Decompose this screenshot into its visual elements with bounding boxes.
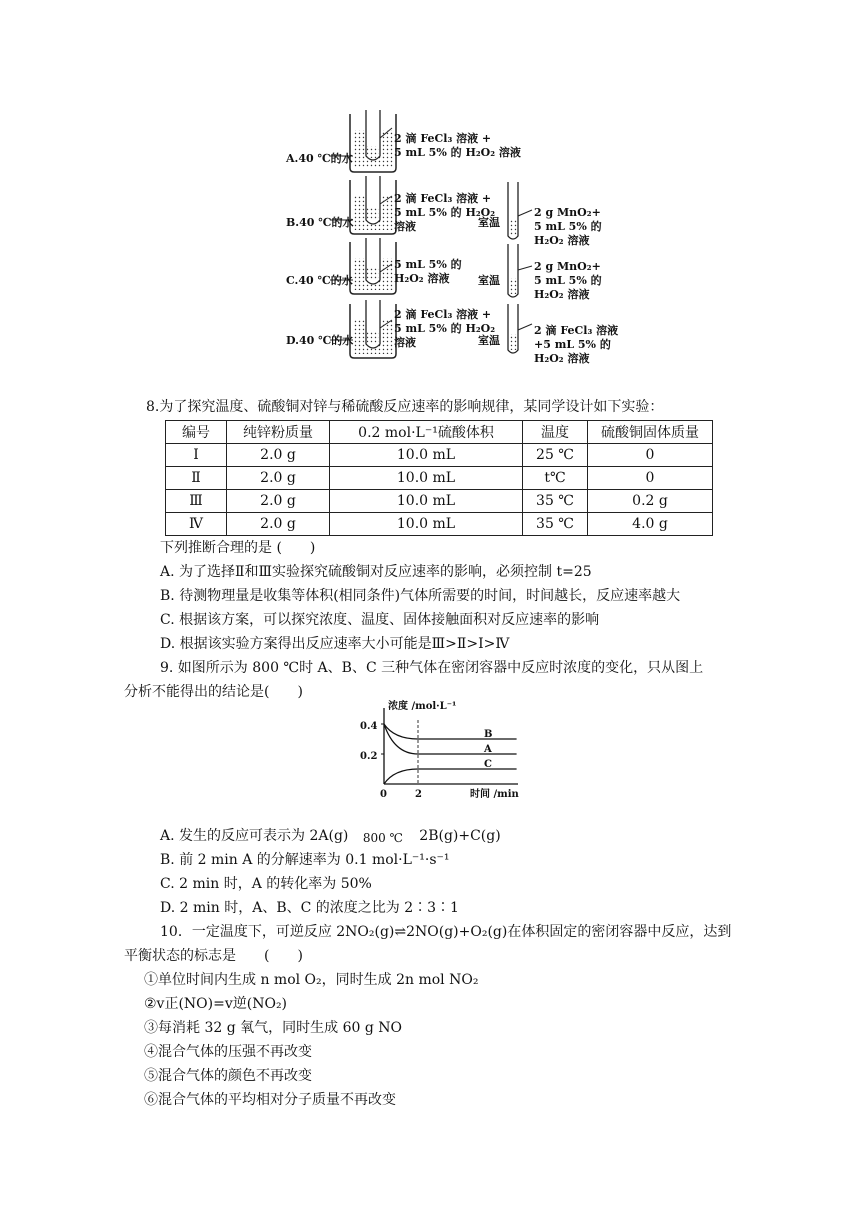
table-cell: 0.2 g	[588, 490, 713, 513]
q9-option-a-reactant: A. 发生的反应可表示为 2A(g)	[160, 828, 349, 844]
fig7-c-right-text-2: 5 mL 5% 的	[534, 274, 602, 287]
table-cell: Ⅱ	[166, 467, 227, 490]
q10-item-3: ③每消耗 32 g 氧气，同时生成 60 g NO	[144, 1020, 402, 1036]
chart-xlabel: 时间 /min	[470, 789, 519, 800]
table-row	[166, 467, 713, 490]
chart-series-label-b: B	[484, 729, 493, 740]
q8-option-a: A. 为了选择Ⅱ和Ⅲ实验探究硫酸铜对反应速率的影响，必须控制 t=25	[160, 564, 592, 580]
table-cell: 4.0 g	[588, 513, 713, 536]
q9-option-a-products: 2B(g)+C(g)	[419, 828, 501, 844]
q10-stem-line-1: 10．一定温度下，可逆反应 2NO₂(g)⇌2NO(g)+O₂(g)在体积固定的密闭容器中反应，达到	[160, 924, 732, 940]
fig7-c-right-temp: 室温	[478, 274, 500, 287]
table-cell: 35 ℃	[523, 490, 588, 513]
chart-series-label-c: C	[484, 759, 492, 770]
q10-item-2: ②v正(NO)=v逆(NO₂)	[144, 996, 288, 1012]
fig7-d-left-text-3: 溶液	[394, 336, 416, 349]
chart-y-tick: 0.2	[360, 751, 378, 762]
fig7-c-right-text-1: 2 g MnO₂+	[534, 260, 601, 273]
table-cell: 2.0 g	[227, 513, 330, 536]
fig7-d-right-text-2: +5 mL 5% 的	[534, 338, 611, 351]
fig7-c-left-text-1: 5 mL 5% 的	[394, 258, 462, 271]
table-cell: 10.0 mL	[330, 513, 523, 536]
q8-stem: 8.为了探究温度、硫酸铜对锌与稀硫酸反应速率的影响规律，某同学设计如下实验：	[146, 399, 664, 415]
q8-option-d: D. 根据该实验方案得出反应速率大小可能是Ⅲ>Ⅱ>Ⅰ>Ⅳ	[160, 636, 510, 652]
table-cell: Ⅰ	[166, 444, 227, 467]
fig7-option-a-label: A.40 ℃的水	[286, 152, 353, 165]
table-cell: Ⅲ	[166, 490, 227, 513]
table-header-cell: 编号	[166, 421, 227, 444]
table-row	[166, 490, 713, 513]
q10-item-4: ④混合气体的压强不再改变	[144, 1044, 312, 1060]
chart-x-tick: 2	[415, 789, 422, 800]
table-cell: 10.0 mL	[330, 444, 523, 467]
fig7-a-left-text-1: 2 滴 FeCl₃ 溶液 +	[394, 132, 492, 145]
fig7-b-right-temp: 室温	[478, 216, 500, 229]
q8-experiment-table	[165, 420, 713, 536]
chart-x-tick: 0	[380, 789, 387, 800]
q9-stem-line-1: 9. 如图所示为 800 ℃时 A、B、C 三种气体在密闭容器中反应时浓度的变化，只从图上	[160, 660, 704, 676]
table-row	[166, 513, 713, 536]
tube-b-drawing	[508, 182, 532, 239]
q10-item-6: ⑥混合气体的平均相对分子质量不再改变	[144, 1092, 396, 1108]
fig7-d-right-text-1: 2 滴 FeCl₃ 溶液	[534, 324, 619, 337]
q9-option-d: D. 2 min 时，A、B、C 的浓度之比为 2∶3∶1	[160, 900, 459, 916]
table-header-cell: 硫酸铜固体质量	[588, 421, 713, 444]
q10-item-5: ⑤混合气体的颜色不再改变	[144, 1068, 312, 1084]
table-row	[166, 444, 713, 467]
table-cell: t℃	[523, 467, 588, 490]
chart-series-label-a: A	[484, 744, 492, 755]
fig7-d-right-text-3: H₂O₂ 溶液	[534, 352, 590, 365]
q9-option-b: B. 前 2 min A 的分解速率为 0.1 mol·L⁻¹·s⁻¹	[160, 852, 450, 868]
chart-series-b-line	[384, 724, 517, 739]
table-header-cell: 温度	[523, 421, 588, 444]
q9-concentration-chart	[360, 700, 530, 804]
fig7-d-right-temp: 室温	[478, 334, 500, 347]
table-header-cell: 纯锌粉质量	[227, 421, 330, 444]
chart-series-c-line	[384, 769, 517, 784]
table-cell: 2.0 g	[227, 444, 330, 467]
q9-stem-line-2: 分析不能得出的结论是( )	[124, 684, 303, 700]
tube-d-drawing	[508, 304, 532, 353]
fig7-c-left-text-2: H₂O₂ 溶液	[394, 272, 450, 285]
table-cell: 25 ℃	[523, 444, 588, 467]
table-cell: 0	[588, 467, 713, 490]
table-cell: 10.0 mL	[330, 467, 523, 490]
q10-item-1: ①单位时间内生成 n mol O₂，同时生成 2n mol NO₂	[144, 972, 479, 988]
q10-stem-line-2: 平衡状态的标志是 ( )	[124, 948, 303, 964]
q9-option-a	[160, 826, 501, 846]
fig7-c-right-text-3: H₂O₂ 溶液	[534, 288, 590, 301]
tube-c-drawing	[508, 244, 532, 297]
apparatus-figure	[270, 108, 630, 370]
q9-option-c: C. 2 min 时，A 的转化率为 50%	[160, 876, 372, 892]
fig7-b-left-text-3: 溶液	[394, 220, 416, 233]
fig7-b-right-text-3: H₂O₂ 溶液	[534, 234, 590, 247]
table-cell: Ⅳ	[166, 513, 227, 536]
chart-y-tick: 0.4	[360, 721, 378, 732]
fig7-option-d-label: D.40 ℃的水	[286, 334, 354, 347]
fig7-a-left-text-2: 5 mL 5% 的 H₂O₂ 溶液	[394, 146, 521, 159]
beaker-d-drawing	[330, 300, 396, 358]
fig7-d-left-text-2: 5 mL 5% 的 H₂O₂	[394, 322, 496, 335]
q8-option-b: B. 待测物理量是收集等体积(相同条件)气体所需要的时间，时间越长，反应速率越大	[160, 588, 681, 604]
fig7-option-b-label: B.40 ℃的水	[286, 216, 354, 229]
table-cell: 0	[588, 444, 713, 467]
q8-ask: 下列推断合理的是 ( )	[160, 540, 316, 556]
fig7-option-c-label: C.40 ℃的水	[286, 274, 353, 287]
table-header-row	[166, 421, 713, 444]
fig7-b-left-text-1: 2 滴 FeCl₃ 溶液 +	[394, 192, 492, 205]
table-cell: 2.0 g	[227, 490, 330, 513]
q8-option-c: C. 根据该方案，可以探究浓度、温度、固体接触面积对反应速率的影响	[160, 612, 600, 628]
fig7-b-right-text-1: 2 g MnO₂+	[534, 206, 601, 219]
table-cell: 2.0 g	[227, 467, 330, 490]
table-cell: 10.0 mL	[330, 490, 523, 513]
fig7-d-left-text-1: 2 滴 FeCl₃ 溶液 +	[394, 308, 492, 321]
fig7-b-right-text-2: 5 mL 5% 的	[534, 220, 602, 233]
fig7-b-left-text-2: 5 mL 5% 的 H₂O₂	[394, 206, 496, 219]
chart-ylabel: 浓度 /mol·L⁻¹	[388, 701, 457, 712]
table-cell: 35 ℃	[523, 513, 588, 536]
table-header-cell: 0.2 mol·L⁻¹硫酸体积	[330, 421, 523, 444]
q9-option-a-condition: 800 ℃	[362, 831, 403, 845]
